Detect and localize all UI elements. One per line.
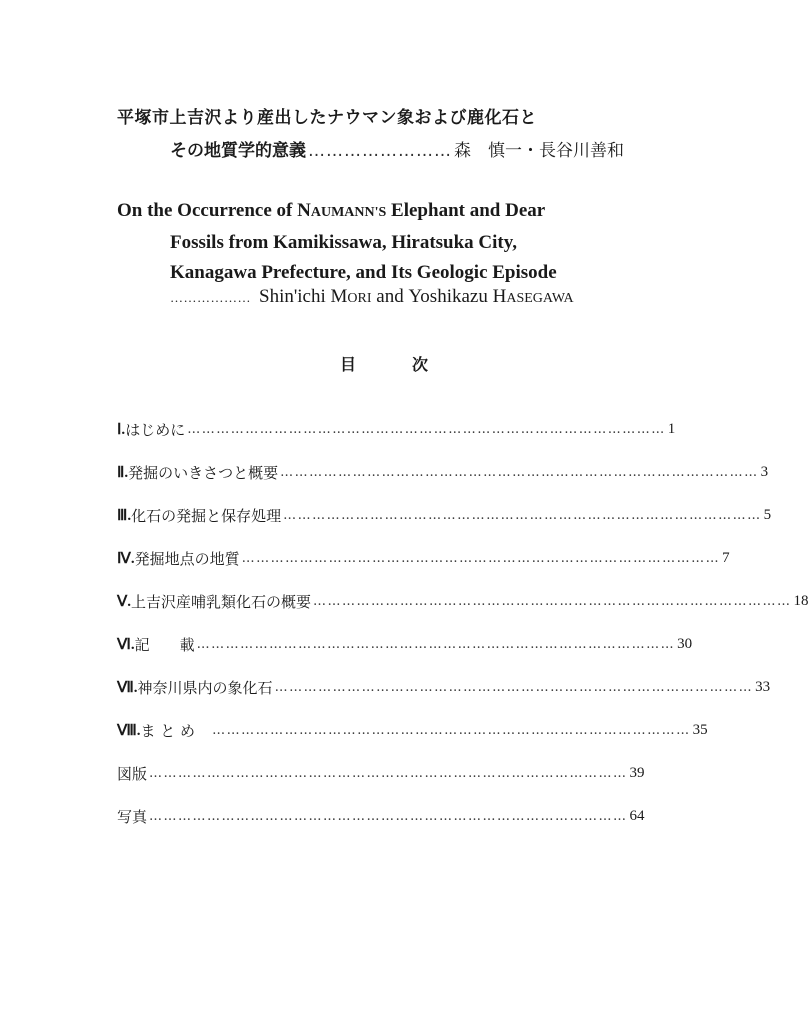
toc-label: 真 (132, 808, 148, 826)
toc-label: 発掘のいきさつと概要 (128, 464, 279, 482)
toc-number: Ⅴ. (117, 594, 132, 610)
toc-number: Ⅱ. (117, 465, 129, 481)
toc-page: 7 (722, 550, 730, 566)
toc-entry[interactable] (117, 408, 676, 451)
english-title-line2: Fossils from Kamikissawa, Hiratsuka City, (170, 232, 517, 253)
toc-number: Ⅰ. (117, 422, 126, 438)
toc-label: 版 (132, 765, 148, 783)
author-conjunction: and (371, 286, 409, 307)
english-authors-leader: ……………… (170, 290, 251, 305)
toc-label: 化石の発掘と保存処理 (131, 507, 282, 525)
toc-number: Ⅷ. (117, 723, 141, 739)
toc-number: 写 (117, 808, 133, 826)
toc-leader: ……………………………………………………………………………………… (212, 723, 691, 738)
author-1: Shin'ichi MORI (259, 286, 372, 307)
table-of-contents (117, 408, 809, 838)
toc-entry[interactable] (117, 451, 769, 494)
author-2: Yoshikazu HASEGAWA (408, 286, 574, 307)
toc-number: Ⅲ. (117, 508, 132, 524)
toc-entry[interactable] (117, 494, 772, 537)
toc-entry[interactable] (117, 752, 645, 795)
english-title-line1: On the Occurrence of NAUMANN'S Elephant and Dear (117, 200, 546, 221)
japanese-subtitle-line (170, 136, 622, 161)
toc-leader: ……………………………………………………………………………………… (283, 508, 762, 523)
toc-page: 3 (760, 464, 769, 480)
toc-label: はじめに (125, 421, 186, 439)
toc-entry[interactable] (117, 537, 730, 580)
toc-leader: ……………………………………………………………………………………… (241, 551, 721, 566)
english-title (117, 196, 557, 288)
toc-label: 上吉沢産哺乳類化石の概要 (131, 593, 312, 611)
toc-leader: ……………………………………………………………………………………… (274, 680, 754, 695)
toc-number: Ⅳ. (117, 551, 135, 567)
toc-entry[interactable] (117, 709, 708, 752)
toc-page: 30 (677, 636, 693, 652)
toc-page: 33 (755, 679, 771, 695)
toc-entry[interactable] (117, 623, 693, 666)
toc-number: Ⅵ. (117, 637, 135, 653)
toc-page: 39 (629, 765, 645, 781)
toc-label: ま と め (140, 722, 211, 740)
toc-page: 5 (763, 507, 772, 523)
english-authors (170, 286, 620, 308)
toc-leader: ……………………………………………………………………………………… (196, 637, 676, 652)
toc-entry[interactable] (117, 666, 771, 709)
japanese-authors: 森 慎一・長谷川善和 (454, 141, 624, 161)
toc-heading: 目 次 (340, 355, 429, 374)
toc-page: 64 (629, 808, 645, 824)
toc-leader: ……………………………………………………………………………………… (149, 766, 628, 781)
japanese-title-leader: …………………… (308, 141, 452, 161)
toc-leader: ……………………………………………………………………………………… (313, 594, 792, 609)
toc-leader: ……………………………………………………………………………………… (149, 809, 628, 824)
toc-entry[interactable] (117, 795, 645, 838)
toc-page: 18 (793, 593, 809, 609)
toc-entry[interactable] (117, 580, 809, 623)
japanese-title-line2: その地質学的意義 (170, 141, 306, 161)
toc-leader: ……………………………………………………………………………………… (280, 465, 759, 480)
toc-number: Ⅶ. (117, 680, 138, 696)
japanese-title: 平塚市上吉沢より産出したナウマン象および鹿化石と (117, 108, 537, 128)
toc-page: 35 (692, 722, 708, 738)
toc-page: 1 (667, 421, 676, 437)
toc-number: 図 (117, 765, 133, 783)
toc-leader: ……………………………………………………………………………………… (187, 422, 666, 437)
toc-label: 発掘地点の地質 (134, 550, 240, 568)
toc-label: 神奈川県内の象化石 (137, 679, 273, 697)
english-title-line3: Kanagawa Prefecture, and Its Geologic Episode (170, 262, 557, 283)
toc-label: 記 載 (134, 636, 195, 654)
